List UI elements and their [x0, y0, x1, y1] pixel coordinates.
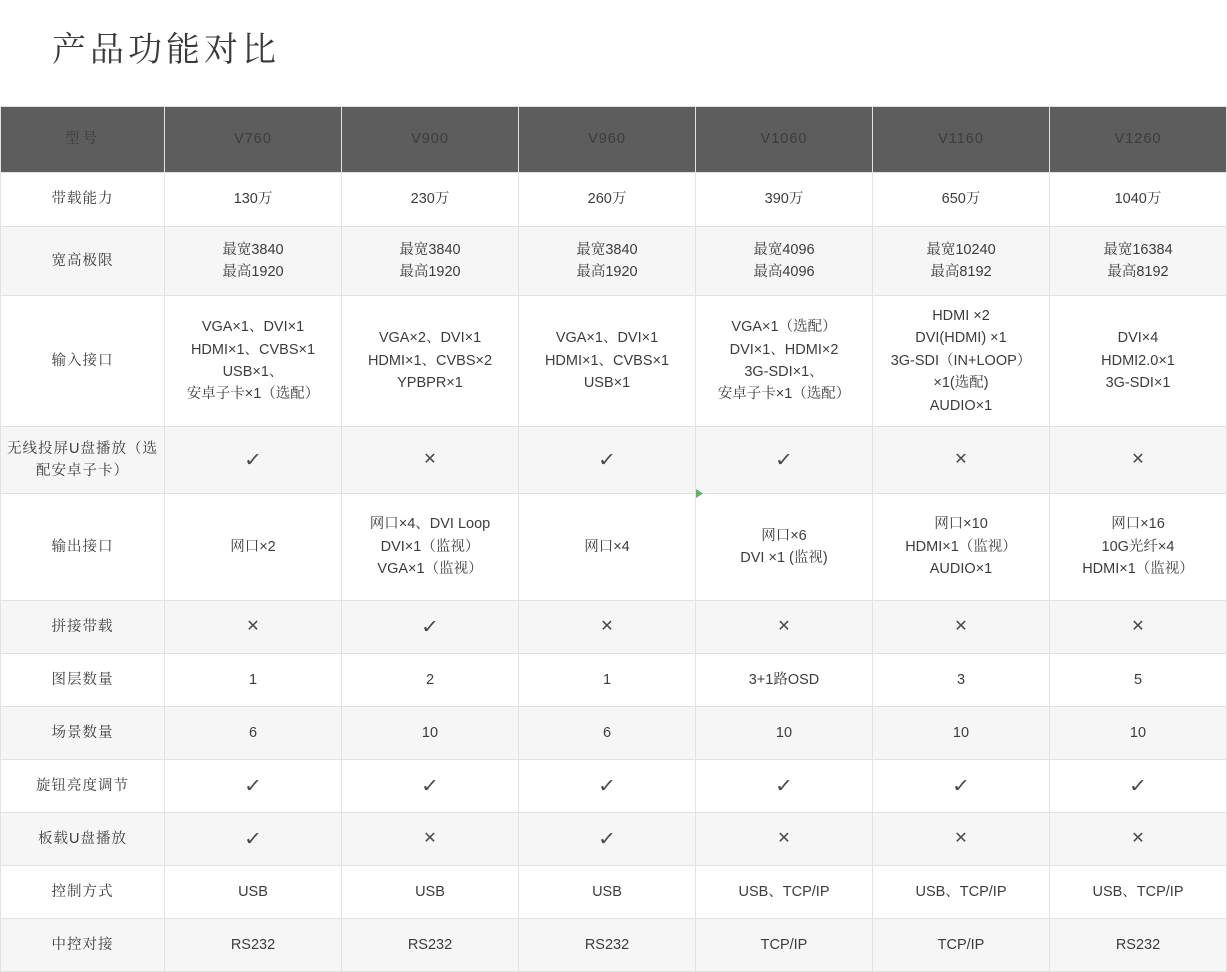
header-cell-v960: V960 — [519, 107, 696, 173]
row-label-layer-count: 图层数量 — [1, 654, 165, 707]
row-label-carry-capacity: 带载能力 — [1, 173, 165, 227]
cell-carry-capacity-v960: 260万 — [519, 173, 696, 227]
check-icon: ✓ — [420, 616, 440, 638]
cell-splicing-load-v1160 — [873, 601, 1050, 654]
cell-splicing-load-v960 — [519, 601, 696, 654]
cross-icon: ✕ — [246, 618, 260, 635]
cell-output-ports-v1060: 网口×6 DVI ×1 (监视) — [696, 494, 873, 601]
cell-wireless-usb-playback-v960 — [519, 427, 696, 494]
cell-control-method-v1260: USB、TCP/IP — [1050, 866, 1227, 919]
row-label-input-ports: 输入接口 — [1, 296, 165, 427]
cross-icon: ✕ — [423, 451, 437, 468]
cell-carry-capacity-v760: 130万 — [165, 173, 342, 227]
cell-scene-count-v1160: 10 — [873, 707, 1050, 760]
cross-icon: ✕ — [600, 618, 614, 635]
cell-central-control-v960: RS232 — [519, 919, 696, 972]
check-icon: ✓ — [951, 775, 971, 797]
check-icon: ✓ — [597, 828, 617, 850]
cross-icon: ✕ — [1131, 618, 1145, 635]
table-row-splicing-load — [1, 601, 1227, 654]
cell-layer-count-v900: 2 — [342, 654, 519, 707]
cell-input-ports-v1160: HDMI ×2 DVI(HDMI) ×1 3G-SDI（IN+LOOP） ×1(选配) AUDIO×1 — [873, 296, 1050, 427]
cell-control-method-v760: USB — [165, 866, 342, 919]
header-cell-v1160: V1160 — [873, 107, 1050, 173]
cell-onboard-usb-playback-v760 — [165, 813, 342, 866]
cell-input-ports-v1060: VGA×1（选配） DVI×1、HDMI×2 3G-SDI×1、 安卓子卡×1（选配） — [696, 296, 873, 427]
cell-scene-count-v960: 6 — [519, 707, 696, 760]
cell-central-control-v1060: TCP/IP — [696, 919, 873, 972]
row-label-central-control: 中控对接 — [1, 919, 165, 972]
cell-size-limit-v1060: 最宽4096 最高4096 — [696, 227, 873, 296]
cell-carry-capacity-v1060: 390万 — [696, 173, 873, 227]
cross-icon: ✕ — [1131, 830, 1145, 847]
check-icon: ✓ — [243, 449, 263, 471]
cell-scene-count-v1260: 10 — [1050, 707, 1227, 760]
check-icon: ✓ — [774, 449, 794, 471]
page-title: 产品功能对比 — [52, 31, 280, 69]
check-icon: ✓ — [420, 775, 440, 797]
comparison-table-wrapper — [0, 106, 1227, 972]
cell-onboard-usb-playback-v1260 — [1050, 813, 1227, 866]
cell-knob-brightness-v900 — [342, 760, 519, 813]
cell-central-control-v760: RS232 — [165, 919, 342, 972]
cell-onboard-usb-playback-v960 — [519, 813, 696, 866]
cross-icon: ✕ — [777, 830, 791, 847]
table-row-size-limit — [1, 227, 1227, 296]
cell-splicing-load-v1060 — [696, 601, 873, 654]
cell-input-ports-v1260: DVI×4 HDMI2.0×1 3G-SDI×1 — [1050, 296, 1227, 427]
check-icon: ✓ — [774, 775, 794, 797]
cell-control-method-v1160: USB、TCP/IP — [873, 866, 1050, 919]
cell-knob-brightness-v760 — [165, 760, 342, 813]
row-label-knob-brightness: 旋钮亮度调节 — [1, 760, 165, 813]
cross-icon: ✕ — [954, 830, 968, 847]
table-header-row — [1, 107, 1227, 173]
cross-icon: ✕ — [777, 618, 791, 635]
row-label-wireless-usb-playback: 无线投屏U盘播放（选配安卓子卡） — [1, 427, 165, 494]
cell-layer-count-v960: 1 — [519, 654, 696, 707]
check-icon: ✓ — [243, 828, 263, 850]
table-header — [1, 107, 1227, 173]
table-row-onboard-usb-playback — [1, 813, 1227, 866]
cell-scene-count-v900: 10 — [342, 707, 519, 760]
cell-size-limit-v760: 最宽3840 最高1920 — [165, 227, 342, 296]
cell-splicing-load-v900 — [342, 601, 519, 654]
table-row-input-ports — [1, 296, 1227, 427]
cell-onboard-usb-playback-v900 — [342, 813, 519, 866]
cell-knob-brightness-v1060 — [696, 760, 873, 813]
cell-layer-count-v1260: 5 — [1050, 654, 1227, 707]
cell-wireless-usb-playback-v900 — [342, 427, 519, 494]
table-row-output-ports — [1, 494, 1227, 601]
cell-output-ports-v760: 网口×2 — [165, 494, 342, 601]
cell-control-method-v900: USB — [342, 866, 519, 919]
row-label-control-method: 控制方式 — [1, 866, 165, 919]
cell-input-ports-v900: VGA×2、DVI×1 HDMI×1、CVBS×2 YPBPR×1 — [342, 296, 519, 427]
table-row-wireless-usb-playback — [1, 427, 1227, 494]
header-cell-v1260: V1260 — [1050, 107, 1227, 173]
table-row-central-control — [1, 919, 1227, 972]
cell-layer-count-v1160: 3 — [873, 654, 1050, 707]
cell-layer-count-v1060: 3+1路OSD — [696, 654, 873, 707]
cell-input-ports-v760: VGA×1、DVI×1 HDMI×1、CVBS×1 USB×1、 安卓子卡×1（选配） — [165, 296, 342, 427]
cross-icon: ✕ — [954, 618, 968, 635]
row-label-scene-count: 场景数量 — [1, 707, 165, 760]
cell-scene-count-v760: 6 — [165, 707, 342, 760]
row-label-onboard-usb-playback: 板载U盘播放 — [1, 813, 165, 866]
cell-output-ports-v900: 网口×4、DVI Loop DVI×1（监视） VGA×1（监视） — [342, 494, 519, 601]
cell-central-control-v900: RS232 — [342, 919, 519, 972]
check-icon: ✓ — [1128, 775, 1148, 797]
cell-carry-capacity-v1160: 650万 — [873, 173, 1050, 227]
check-icon: ✓ — [597, 449, 617, 471]
table-body — [1, 173, 1227, 972]
header-cell-model: 型号 — [1, 107, 165, 173]
row-label-output-ports: 输出接口 — [1, 494, 165, 601]
cell-wireless-usb-playback-v1060 — [696, 427, 873, 494]
cell-central-control-v1260: RS232 — [1050, 919, 1227, 972]
table-row-carry-capacity — [1, 173, 1227, 227]
table-row-knob-brightness — [1, 760, 1227, 813]
row-label-size-limit: 宽高极限 — [1, 227, 165, 296]
cell-size-limit-v1160: 最宽10240 最高8192 — [873, 227, 1050, 296]
cell-control-method-v960: USB — [519, 866, 696, 919]
cell-output-ports-v1260: 网口×16 10G光纤×4 HDMI×1（监视） — [1050, 494, 1227, 601]
cell-control-method-v1060: USB、TCP/IP — [696, 866, 873, 919]
cell-carry-capacity-v900: 230万 — [342, 173, 519, 227]
table-row-control-method — [1, 866, 1227, 919]
row-label-splicing-load: 拼接带载 — [1, 601, 165, 654]
product-comparison-table — [0, 106, 1227, 972]
cell-input-ports-v960: VGA×1、DVI×1 HDMI×1、CVBS×1 USB×1 — [519, 296, 696, 427]
cell-layer-count-v760: 1 — [165, 654, 342, 707]
cell-onboard-usb-playback-v1060 — [696, 813, 873, 866]
cross-icon: ✕ — [954, 451, 968, 468]
cell-size-limit-v960: 最宽3840 最高1920 — [519, 227, 696, 296]
cell-knob-brightness-v1260 — [1050, 760, 1227, 813]
cross-icon: ✕ — [423, 830, 437, 847]
cell-wireless-usb-playback-v1160 — [873, 427, 1050, 494]
cell-size-limit-v900: 最宽3840 最高1920 — [342, 227, 519, 296]
check-icon: ✓ — [243, 775, 263, 797]
cell-carry-capacity-v1260: 1040万 — [1050, 173, 1227, 227]
header-cell-v900: V900 — [342, 107, 519, 173]
cell-splicing-load-v1260 — [1050, 601, 1227, 654]
header-cell-v1060: V1060 — [696, 107, 873, 173]
cross-icon: ✕ — [1131, 451, 1145, 468]
cell-output-ports-v1160: 网口×10 HDMI×1（监视） AUDIO×1 — [873, 494, 1050, 601]
table-row-scene-count — [1, 707, 1227, 760]
cell-splicing-load-v760 — [165, 601, 342, 654]
header-cell-v760: V760 — [165, 107, 342, 173]
cell-central-control-v1160: TCP/IP — [873, 919, 1050, 972]
cell-size-limit-v1260: 最宽16384 最高8192 — [1050, 227, 1227, 296]
cell-knob-brightness-v1160 — [873, 760, 1050, 813]
check-icon: ✓ — [597, 775, 617, 797]
cell-output-ports-v960: 网口×4 — [519, 494, 696, 601]
table-row-layer-count — [1, 654, 1227, 707]
cell-wireless-usb-playback-v1260 — [1050, 427, 1227, 494]
cell-knob-brightness-v960 — [519, 760, 696, 813]
cell-onboard-usb-playback-v1160 — [873, 813, 1050, 866]
cell-wireless-usb-playback-v760 — [165, 427, 342, 494]
cell-scene-count-v1060: 10 — [696, 707, 873, 760]
